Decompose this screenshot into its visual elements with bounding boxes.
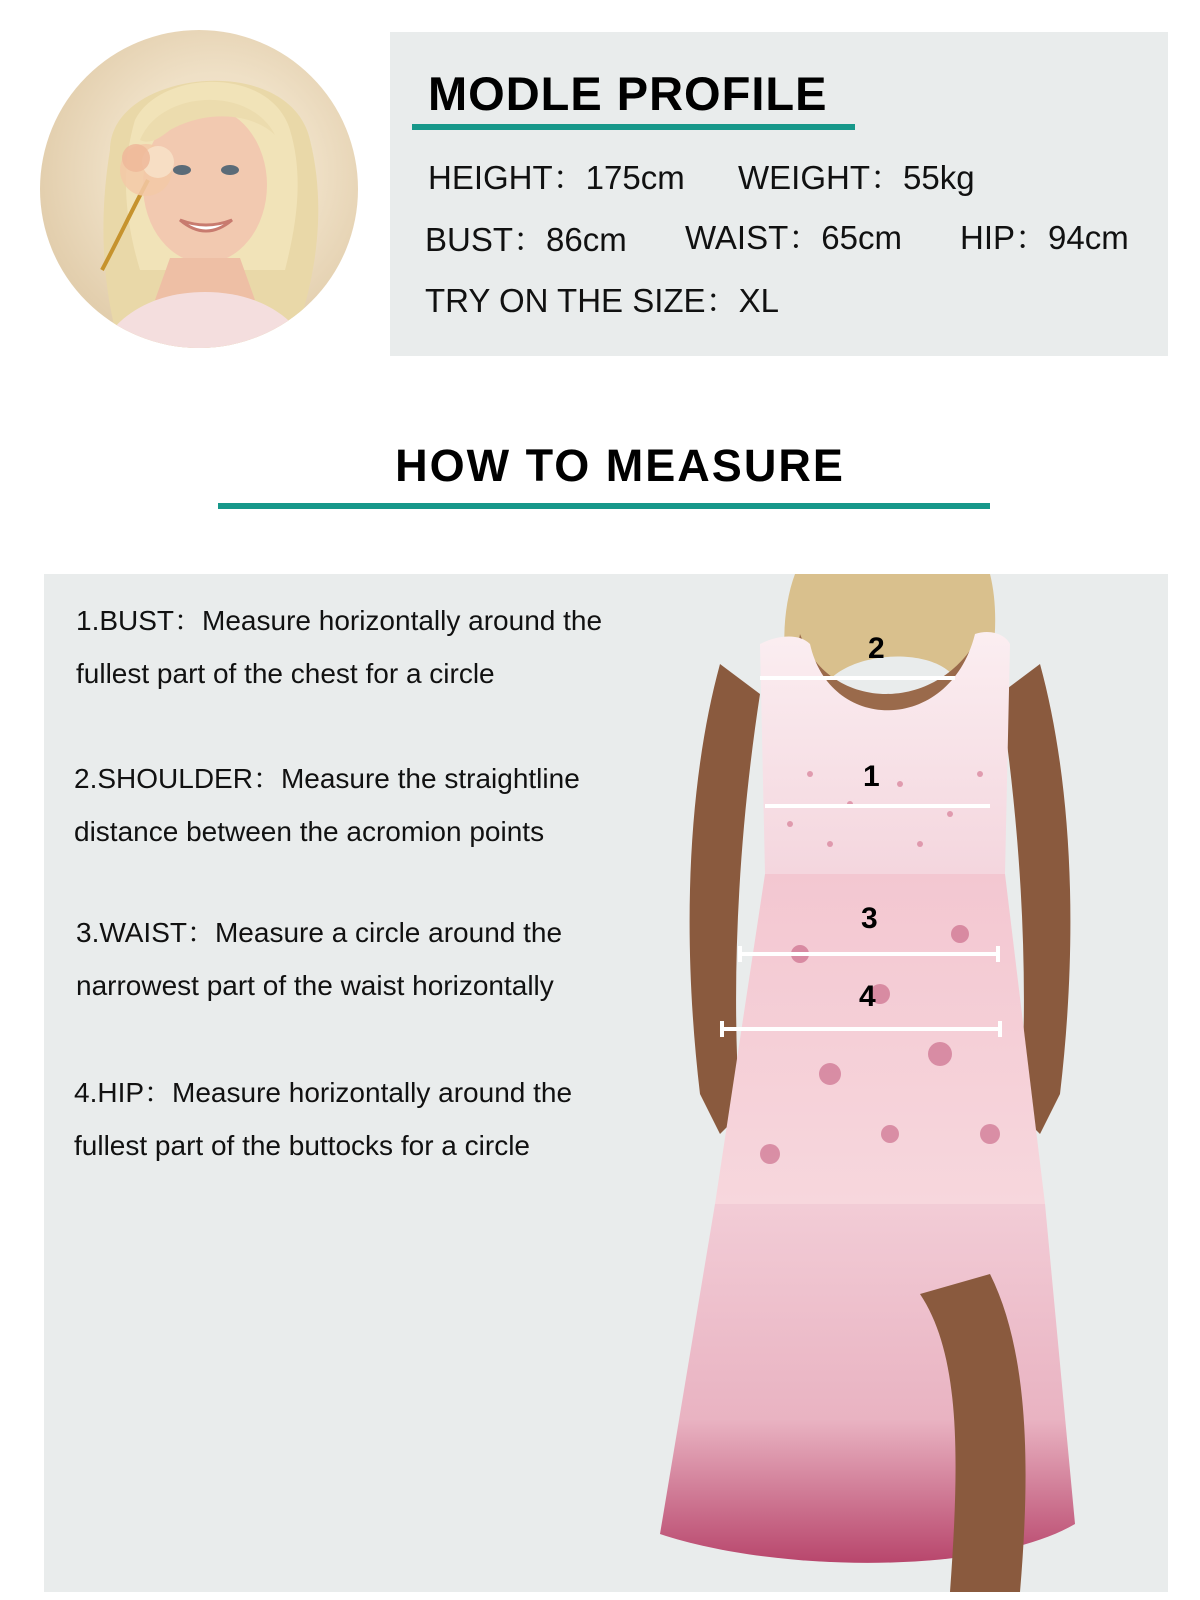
measure-title: HOW TO MEASURE [395,440,845,491]
instruction-line: 1.BUST：Measure horizontally around the [76,605,603,636]
instruction-line: 2.SHOULDER：Measure the straightline [74,763,580,794]
profile-bust: BUST：86cm [425,221,627,258]
profile-weight: WEIGHT：55kg [738,159,975,196]
dress-illustration [660,574,1110,1592]
model-portrait [40,30,358,348]
profile-title: MODLE PROFILE [428,67,828,120]
dress-photo [660,574,1110,1592]
marker-3: 3 [861,902,878,935]
instruction-line: narrowest part of the waist horizontally [76,970,554,1001]
instruction-line: fullest part of the chest for a circle [76,658,495,689]
marker-1: 1 [863,760,880,793]
marker-4: 4 [859,980,876,1013]
instruction-shoulder [74,752,694,858]
model-avatar [40,30,358,348]
instruction-hip [74,1066,694,1172]
profile-try-on-size: TRY ON THE SIZE：XL [425,282,779,319]
measure-title-underline [218,503,990,509]
model-profile-card [390,32,1168,356]
profile-hip: HIP：94cm [960,219,1129,256]
marker-2: 2 [868,632,885,665]
instruction-line: 3.WAIST：Measure a circle around the [76,917,563,948]
instruction-line: distance between the acromion points [74,816,545,847]
instruction-line: fullest part of the buttocks for a circle [74,1130,530,1161]
instruction-bust [76,594,696,700]
profile-title-underline [412,124,855,130]
profile-height: HEIGHT：175cm [428,159,685,196]
profile-waist: WAIST：65cm [685,219,902,256]
instruction-waist [76,906,696,1012]
instruction-line: 4.HIP：Measure horizontally around the [74,1077,573,1108]
